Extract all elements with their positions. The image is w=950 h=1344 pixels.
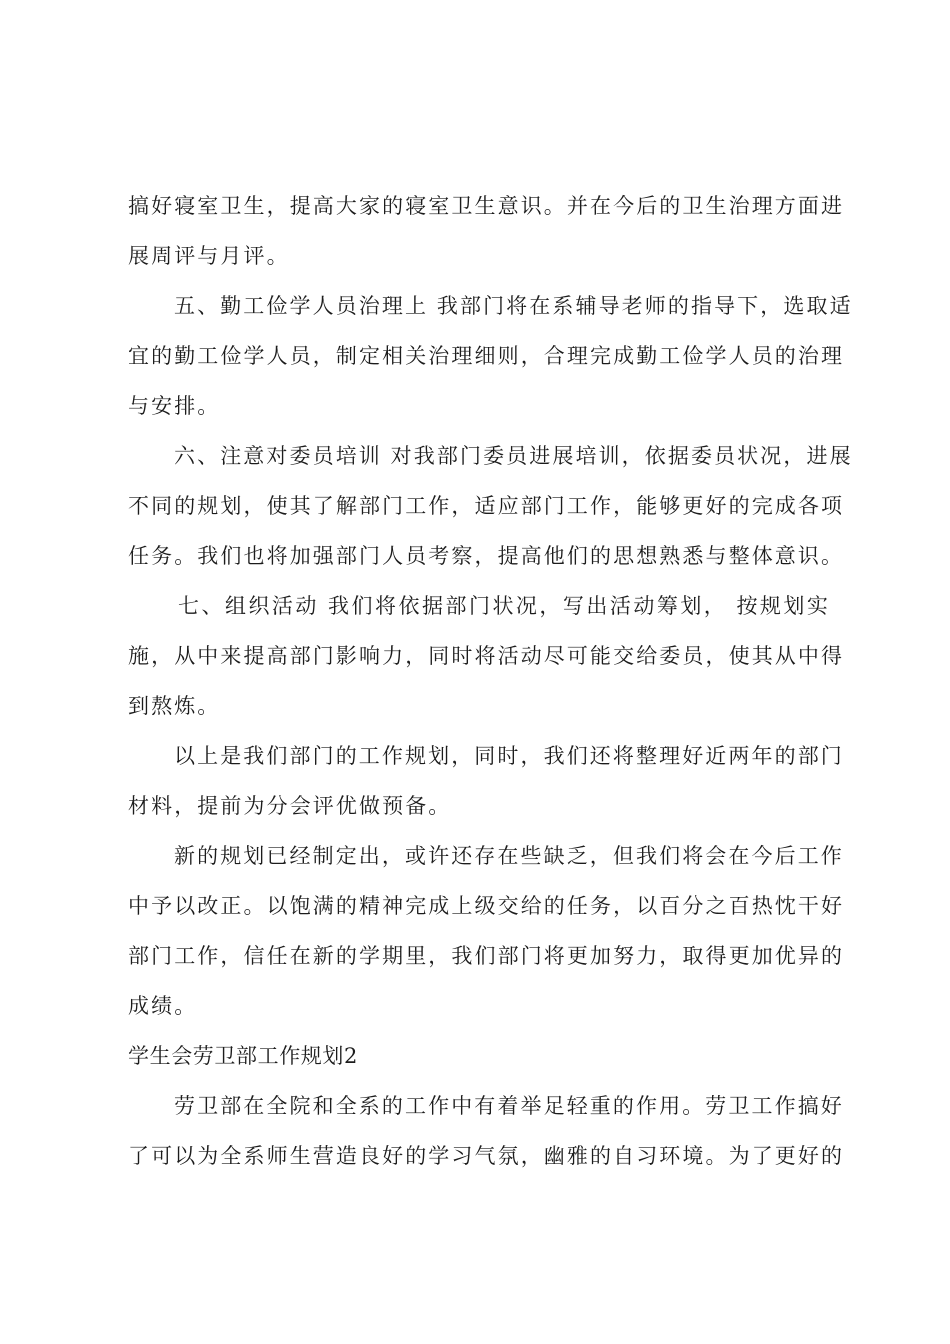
paragraph-section2-line-2: 了可以为全系师生营造良好的学习气氛，幽雅的自习环境。为了更好的 <box>128 1144 845 1168</box>
paragraph-item-7-line-2: 施，从中来提高部门影响力，同时将活动尽可能交给委员，使其从中得 <box>128 644 845 668</box>
paragraph-closing-line-1: 新的规划已经制定出，或许还存在些缺乏，但我们将会在今后工作 <box>174 844 844 868</box>
paragraph-hygiene-line-2: 展周评与月评。 <box>128 244 290 268</box>
paragraph-item-6-line-3: 任务。我们也将加强部门人员考察，提高他们的思想熟悉与整体意识。 <box>128 544 845 568</box>
paragraph-item-6-line-2: 不同的规划，使其了解部门工作，适应部门工作，能够更好的完成各项 <box>128 494 845 518</box>
paragraph-item-5-line-3: 与安排。 <box>128 394 221 418</box>
section-title: 学生会劳卫部工作规划2 <box>128 1044 358 1068</box>
paragraph-summary-line-2: 材料，提前为分会评优做预备。 <box>128 794 452 818</box>
paragraph-item-5-line-2: 宜的勤工俭学人员，制定相关治理细则，合理完成勤工俭学人员的治理 <box>128 344 845 368</box>
paragraph-closing-line-3: 部门工作，信任在新的学期里，我们部门将更加努力，取得更加优异的 <box>128 944 845 968</box>
paragraph-item-7-line-3: 到熬炼。 <box>128 694 221 718</box>
paragraph-hygiene-line-1: 搞好寝室卫生，提高大家的寝室卫生意识。并在今后的卫生治理方面进 <box>128 194 845 218</box>
paragraph-section2-line-1: 劳卫部在全院和全系的工作中有着举足轻重的作用。劳卫工作搞好 <box>174 1094 844 1118</box>
paragraph-summary-line-1: 以上是我们部门的工作规划，同时，我们还将整理好近两年的部门 <box>174 744 844 768</box>
paragraph-item-5-line-1: 五、勤工俭学人员治理上 我部门将在系辅导老师的指导下，选取适 <box>174 294 853 318</box>
paragraph-closing-line-2: 中予以改正。以饱满的精神完成上级交给的任务，以百分之百热忱干好 <box>128 894 845 918</box>
paragraph-item-6-line-1: 六、注意对委员培训 对我部门委员进展培训，依据委员状况，进展 <box>174 444 853 468</box>
paragraph-closing-line-4: 成绩。 <box>128 994 198 1018</box>
paragraph-item-7-line-1: 七、组织活动 我们将依据部门状况，写出活动筹划， 按规划实 <box>178 594 830 618</box>
